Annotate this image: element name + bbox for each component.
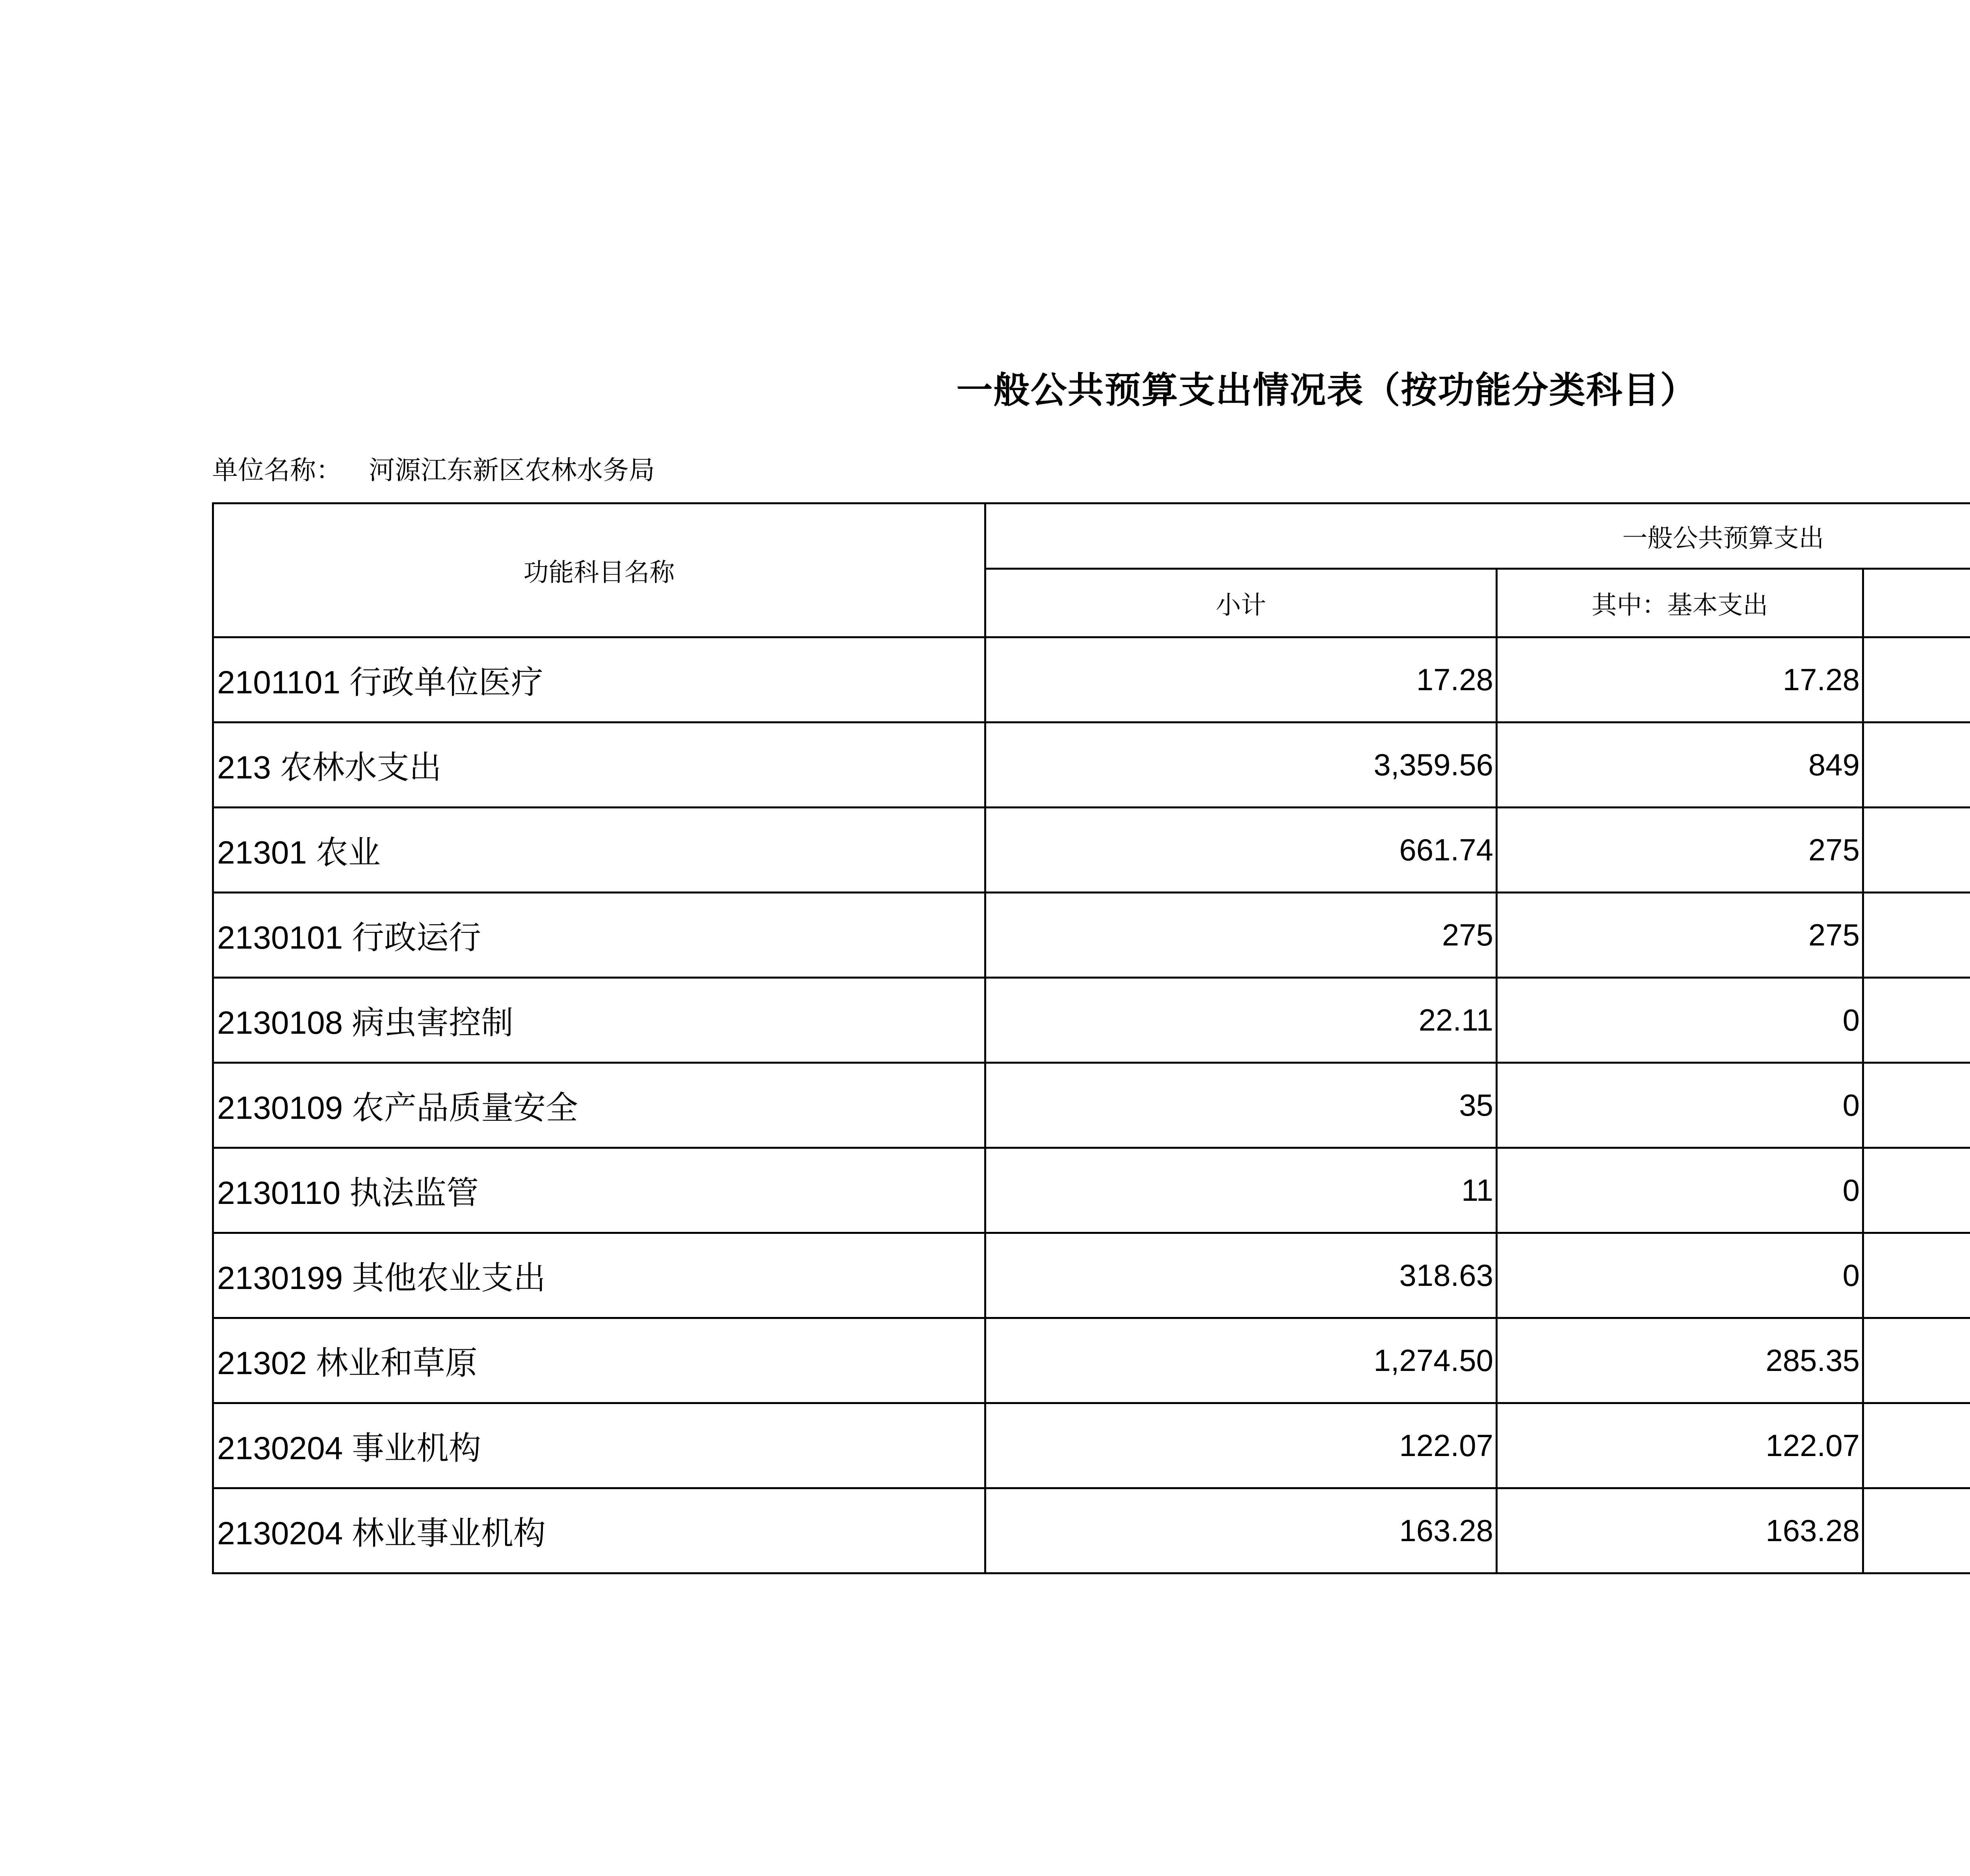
subject-name-cell: 21301 农业 xyxy=(213,808,985,893)
basic-cell: 17.28 xyxy=(1497,637,1863,723)
header-group: 一般公共预算支出 xyxy=(985,503,1970,569)
project-cell xyxy=(1863,978,1970,1063)
table-row xyxy=(213,1318,1970,1403)
project-cell xyxy=(1863,723,1970,808)
project-cell xyxy=(1863,893,1970,978)
unit-info-row xyxy=(212,449,1970,485)
basic-cell: 275 xyxy=(1497,893,1863,978)
table-row xyxy=(213,893,1970,978)
subject-name-cell: 2130204 林业事业机构 xyxy=(213,1488,985,1573)
project-cell xyxy=(1863,1488,1970,1573)
subtotal-cell: 275 xyxy=(985,893,1497,978)
table-row xyxy=(213,1148,1970,1233)
subtotal-cell: 11 xyxy=(985,1148,1497,1233)
header-subject: 功能科目名称 xyxy=(213,503,985,637)
subject-name-cell: 2130109 农产品质量安全 xyxy=(213,1063,985,1148)
subtotal-cell: 318.63 xyxy=(985,1233,1497,1318)
subject-name-cell: 2101101 行政单位医疗 xyxy=(213,637,985,723)
basic-cell: 0 xyxy=(1497,1233,1863,1318)
basic-cell: 275 xyxy=(1497,808,1863,893)
project-cell xyxy=(1863,637,1970,723)
subject-name-cell: 2130204 事业机构 xyxy=(213,1403,985,1488)
subject-name-cell: 2130199 其他农业支出 xyxy=(213,1233,985,1318)
basic-cell: 122.07 xyxy=(1497,1403,1863,1488)
project-cell xyxy=(1863,1063,1970,1148)
basic-cell: 0 xyxy=(1497,978,1863,1063)
basic-cell: 0 xyxy=(1497,1148,1863,1233)
table-row xyxy=(213,1233,1970,1318)
budget-table xyxy=(212,502,1970,1574)
subtotal-cell: 17.28 xyxy=(985,637,1497,723)
table-row xyxy=(213,1488,1970,1573)
subject-name-cell: 2130108 病虫害控制 xyxy=(213,978,985,1063)
subtotal-cell: 22.11 xyxy=(985,978,1497,1063)
basic-cell: 0 xyxy=(1497,1063,1863,1148)
project-cell xyxy=(1863,1318,1970,1403)
table-row xyxy=(213,1403,1970,1488)
unit-name-value: 河源江东新区农林水务局 xyxy=(369,455,655,485)
subtotal-cell: 661.74 xyxy=(985,808,1497,893)
subject-name-cell: 2130110 执法监管 xyxy=(213,1148,985,1233)
basic-cell: 285.35 xyxy=(1497,1318,1863,1403)
project-cell xyxy=(1863,1148,1970,1233)
table-row xyxy=(213,637,1970,723)
subtotal-cell: 3,359.56 xyxy=(985,723,1497,808)
header-project xyxy=(1863,569,1970,637)
table-row xyxy=(213,1063,1970,1148)
subtotal-cell: 1,274.50 xyxy=(985,1318,1497,1403)
basic-cell: 163.28 xyxy=(1497,1488,1863,1573)
project-cell xyxy=(1863,1233,1970,1318)
subtotal-cell: 35 xyxy=(985,1063,1497,1148)
subject-name-cell: 2130101 行政运行 xyxy=(213,893,985,978)
project-cell xyxy=(1863,1403,1970,1488)
unit-name-label: 单位名称： xyxy=(212,455,342,485)
basic-cell: 849 xyxy=(1497,723,1863,808)
subtotal-cell: 163.28 xyxy=(985,1488,1497,1573)
table-row xyxy=(213,723,1970,808)
header-basic: 其中：基本支出 xyxy=(1497,569,1863,637)
subject-name-cell: 21302 林业和草原 xyxy=(213,1318,985,1403)
subject-name-cell: 213 农林水支出 xyxy=(213,723,985,808)
subtotal-cell: 122.07 xyxy=(985,1403,1497,1488)
page-title: 一般公共预算支出情况表（按功能分类科目） xyxy=(956,369,1697,411)
table-row xyxy=(213,978,1970,1063)
project-cell xyxy=(1863,808,1970,893)
table-header-row xyxy=(213,503,1970,569)
header-subtotal: 小计 xyxy=(985,569,1497,637)
table-row xyxy=(213,808,1970,893)
